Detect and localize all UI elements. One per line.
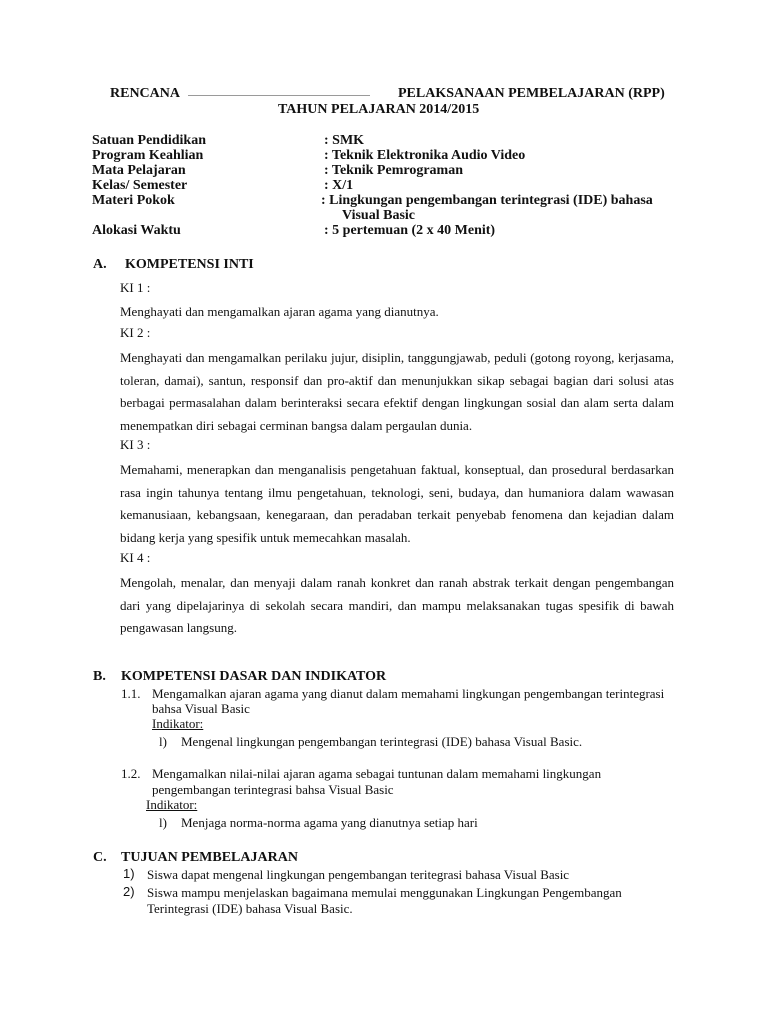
identity-label: Kelas/ Semester xyxy=(92,178,188,193)
section-title: KOMPETENSI INTI xyxy=(125,257,254,272)
objective-marker: 1) xyxy=(123,866,135,881)
ki-label: KI 1 : xyxy=(120,280,151,295)
identity-value: : SMK xyxy=(324,133,365,148)
section-marker: B. xyxy=(93,669,106,684)
identity-value: : Teknik Pemrograman xyxy=(324,163,463,178)
objective-text: Siswa dapat mengenal lingkungan pengembangan teritegrasi bahasa Visual Basic xyxy=(147,867,570,882)
ki-text: Menghayati dan mengamalkan perilaku jujur, disiplin, tanggungjawab, peduli (gotong royong, kerjasama, toleran, damai), santun, responsif dan pro-aktif dan menunjukkan sikap sebagai bagian dari solusi atas berbagai permasalahan dalam berinteraksi secara efektif dengan lingkungan sosial dan alam serta dalam menempatkan diri sebagai cerminan bangsa dalam pergaulan dunia. xyxy=(120,350,674,434)
kd-text-continued: pengembangan terintegrasi bahsa Visual Basic xyxy=(152,782,394,797)
kd-text-continued: bahsa Visual Basic xyxy=(152,701,250,716)
ki-label: KI 2 : xyxy=(120,325,151,340)
indicator-text: Menjaga norma-norma agama yang dianutnya setiap hari xyxy=(181,815,478,830)
indicator-text: Mengenal lingkungan pengembangan terintegrasi (IDE) bahasa Visual Basic. xyxy=(181,734,583,749)
title-right: PELAKSANAAN PEMBELAJARAN (RPP) xyxy=(398,86,665,101)
identity-label: Alokasi Waktu xyxy=(92,223,181,238)
identity-value: : Lingkungan pengembangan terintegrasi (IDE) bahasa xyxy=(321,193,653,208)
section-title: KOMPETENSI DASAR DAN INDIKATOR xyxy=(121,669,387,684)
subtitle-year: TAHUN PELAJARAN 2014/2015 xyxy=(278,102,480,117)
identity-label: Program Keahlian xyxy=(92,148,204,163)
title-left: RENCANA xyxy=(110,86,180,101)
section-marker: A. xyxy=(93,257,107,272)
ki-label: KI 3 : xyxy=(120,437,151,452)
ki-text: Menghayati dan mengamalkan ajaran agama yang dianutnya. xyxy=(120,304,439,319)
title-rule xyxy=(188,95,370,96)
identity-label: Materi Pokok xyxy=(92,193,175,208)
ki-text: Memahami, menerapkan dan menganalisis pengetahuan faktual, konseptual, dan prosedural berdasarkan rasa ingin tahunya tentang ilmu pengetahuan, teknologi, seni, budaya, dan humaniora dalam wawasan kemanusiaan, kebangsaan, kenegaraan, dan peradaban terkait penyebab fenomena dan kejadian dalam bidang kerja yang spesifik untuk memecahkan masalah. xyxy=(120,462,674,546)
kd-number: 1.1. xyxy=(121,686,141,701)
kd-text: Mengamalkan nilai-nilai ajaran agama sebagai tuntunan dalam memahami lingkungan xyxy=(152,766,602,781)
section-marker: C. xyxy=(93,850,107,865)
indicator-label: Indikator: xyxy=(146,797,198,812)
objective-text-continued: Terintegrasi (IDE) bahasa Visual Basic. xyxy=(147,901,353,916)
identity-label: Mata Pelajaran xyxy=(92,163,186,178)
identity-value: : Teknik Elektronika Audio Video xyxy=(324,148,526,163)
kd-text: Mengamalkan ajaran agama yang dianut dalam memahami lingkungan pengembangan terintegrasi xyxy=(152,686,665,701)
identity-value: : X/1 xyxy=(324,178,354,193)
indicator-marker: l) xyxy=(159,734,167,749)
objective-marker: 2) xyxy=(123,884,135,899)
objective-text: Siswa mampu menjelaskan bagaimana memulai menggunakan Lingkungan Pengembangan xyxy=(147,885,622,900)
identity-value-continued: Visual Basic xyxy=(342,208,415,223)
ki-label: KI 4 : xyxy=(120,550,151,565)
identity-value: : 5 pertemuan (2 x 40 Menit) xyxy=(324,223,496,238)
ki-text: Mengolah, menalar, dan menyaji dalam ranah konkret dan ranah abstrak terkait dengan pengembangan dari yang dipelajarinya di sekolah secara mandiri, dan mampu melaksanakan tugas spesifik di bawah pengawasan langsung. xyxy=(120,575,674,636)
indicator-label: Indikator: xyxy=(152,716,204,731)
section-title: TUJUAN PEMBELAJARAN xyxy=(121,850,298,865)
kd-number: 1.2. xyxy=(121,766,141,781)
indicator-marker: l) xyxy=(159,815,167,830)
identity-label: Satuan Pendidikan xyxy=(92,133,206,148)
